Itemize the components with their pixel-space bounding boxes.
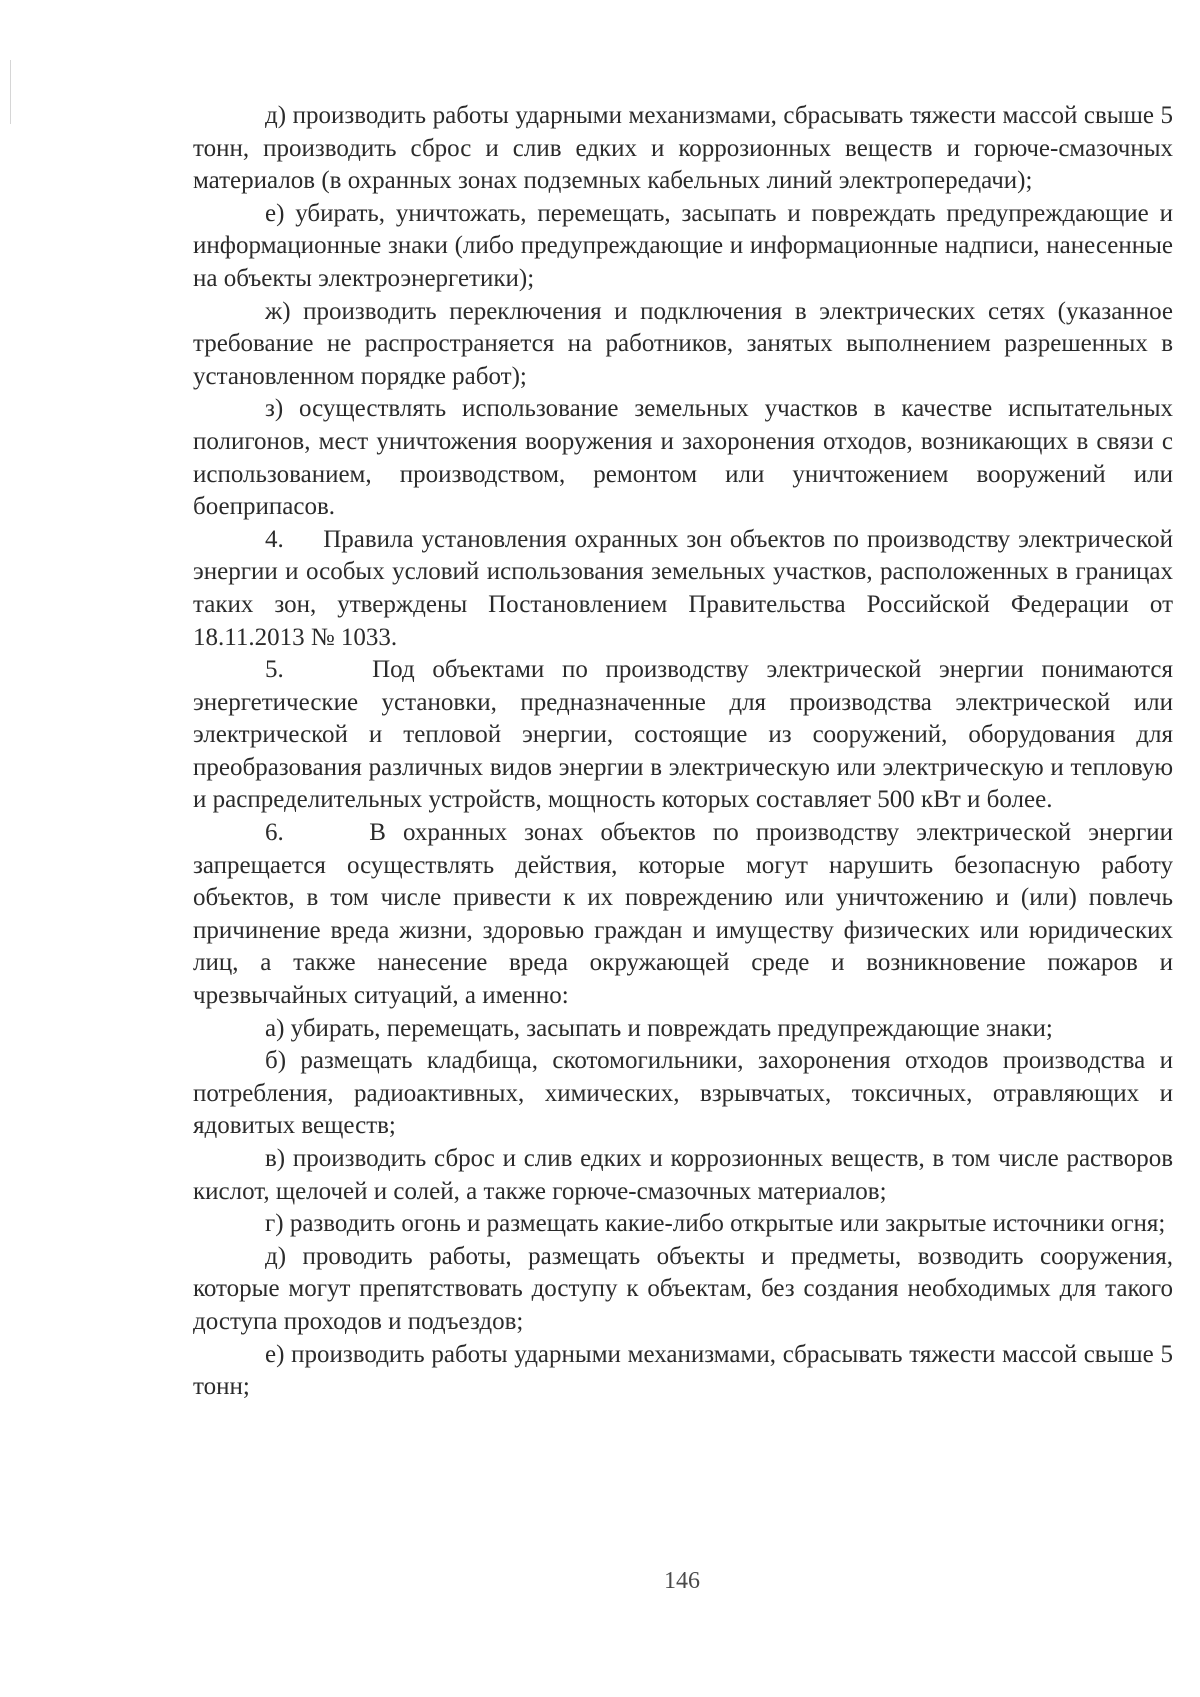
paragraph-z-land-use: з) осуществлять использование земельных участков в качестве испытательных полигонов, мест уничтожения вооружения и захоронения отходов, возникающих в связи с использованием, производством, ремонтом или уничтожением вооружений или боеприпасов.: [193, 395, 1173, 521]
paragraph-4-rules: 4. Правила установления охранных зон объектов по производству электрической энергии и особых условий использования земельных участков, расположенных в границах таких зон, утверждены Постановлением Правительства Российской Федерации от 18.11.2013 № 1033.: [193, 525, 1173, 651]
paragraph-b-cemeteries: б) размещать кладбища, скотомогильники, захоронения отходов производства и потребления, радиоактивных, химических, взрывчатых, токсичных, отравляющих и ядовитых веществ;: [193, 1047, 1173, 1140]
paragraph-5-definition: 5. Под объектами по производству электрической энергии понимаются энергетические установки, предназначенные для производства электрической или электрической и тепловой энергии, состоящие из сооружений, оборудования для преобразования различных видов энергии в электрическую или электрическую и тепловую и распределительных устройств, мощность которых составляет 500 кВт и более.: [193, 656, 1173, 814]
paragraph-a-signs: а) убирать, перемещать, засыпать и повреждать предупреждающие знаки;: [265, 1014, 1053, 1042]
paragraph-6-prohibitions: 6. В охранных зонах объектов по производству электрической энергии запрещается осуществлять действия, которые могут нарушить безопасную работу объектов, в том числе привести к их повреждению или уничтожению и (или) повлечь причинение вреда жизни, здоровью граждан и имуществу физических или юридических лиц, а также нанесение вреда окружающей среде и возникновение пожаров и чрезвычайных ситуаций, а именно:: [193, 819, 1173, 1010]
paragraph-g-fire: г) разводить огонь и размещать какие-либо открытые или закрытые источники огня;: [265, 1210, 1166, 1238]
scan-edge-mark: [10, 60, 11, 124]
paragraph-zh-switching: ж) производить переключения и подключения в электрических сетях (указанное требование не распространяется на работников, занятых выполнением разрешенных в установленном порядке работ);: [193, 297, 1173, 390]
page-number: 146: [664, 1568, 700, 1594]
paragraph-e-impact: е) производить работы ударными механизмами, сбрасывать тяжести массой свыше 5 тонн;: [193, 1340, 1173, 1401]
document-body: [193, 100, 1173, 1404]
paragraph-v-discharge: в) производить сброс и слив едких и коррозионных веществ, в том числе растворов кислот, щелочей и солей, а также горюче-смазочных материалов;: [193, 1145, 1173, 1205]
paragraph-e-warning-signs: е) убирать, уничтожать, перемещать, засыпать и повреждать предупреждающие и информационные знаки (либо предупреждающие и информационные надписи, нанесенные на объекты электроэнергетики);: [193, 199, 1173, 292]
paragraph-d-impact-works: д) производить работы ударными механизмами, сбрасывать тяжести массой свыше 5 тонн, производить сброс и слив едких и коррозионных веществ и горюче-смазочных материалов (в охранных зонах подземных кабельных линий электропередачи);: [193, 102, 1173, 195]
paragraph-d-access: д) проводить работы, размещать объекты и предметы, возводить сооружения, которые могут препятствовать доступу к объектам, без создания необходимых для такого доступа проходов и подъездов;: [193, 1242, 1173, 1335]
